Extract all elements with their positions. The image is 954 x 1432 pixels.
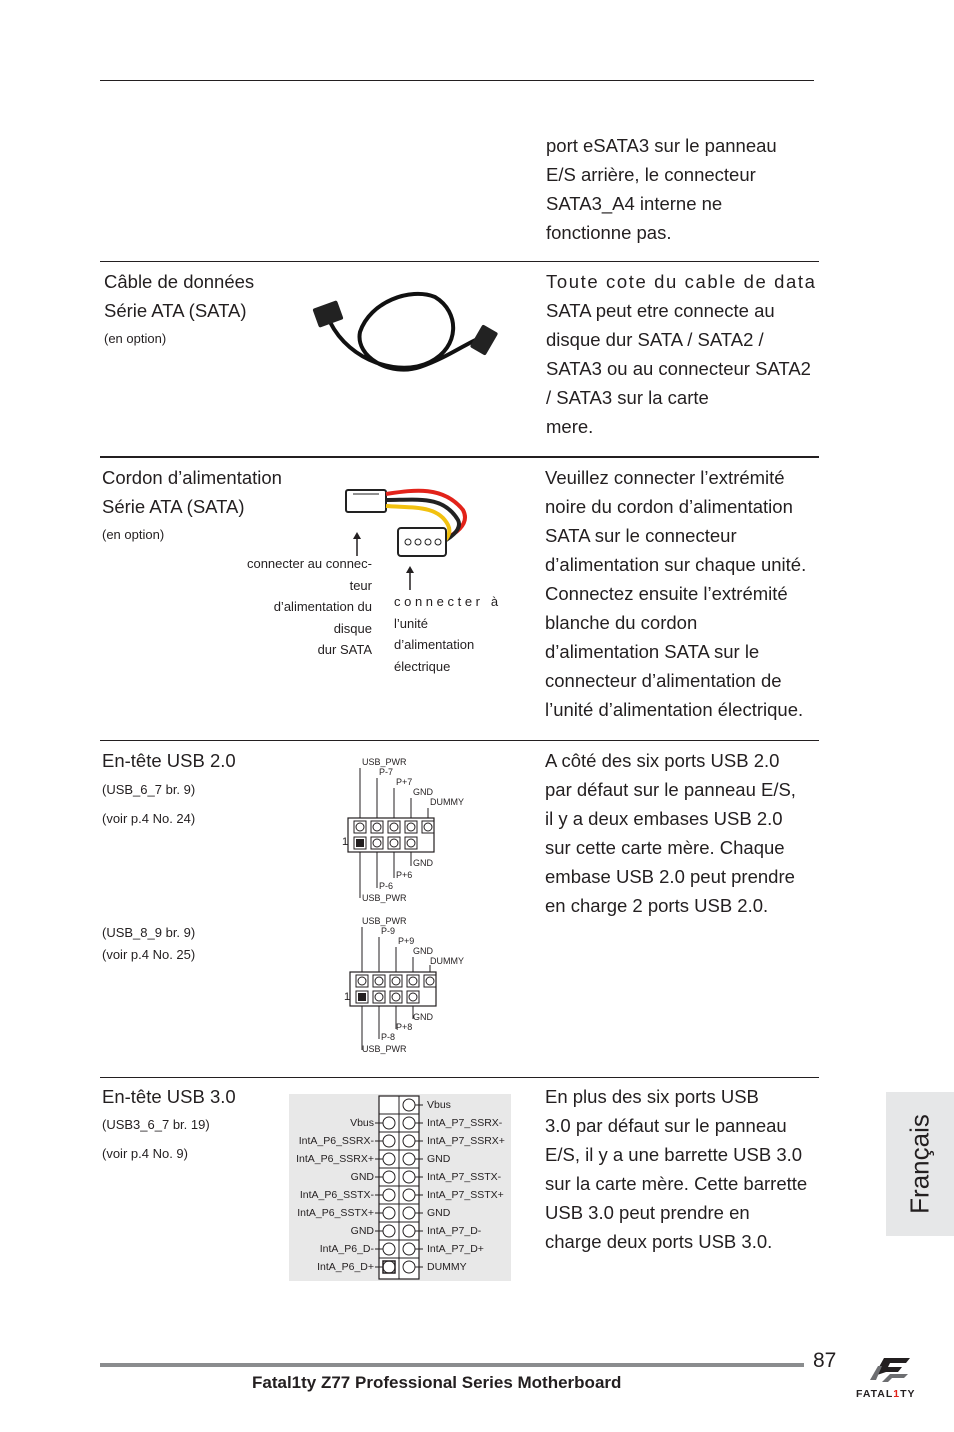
text-line: SATA sur le connecteur [545, 525, 737, 546]
pin-label: IntA_P6_SSRX+ [296, 1153, 374, 1165]
pin-label: Vbus [350, 1117, 374, 1129]
text-line: SATA3 ou au connecteur SATA2 [546, 358, 811, 379]
pin-label: USB_PWR [362, 757, 407, 767]
caption-line: l’unité [394, 615, 428, 631]
pin-label: GND [413, 946, 433, 956]
text-line: (voir p.4 No. 9) [102, 1146, 188, 1161]
caption-line: dur SATA [317, 642, 372, 657]
text-line: (voir p.4 No. 25) [102, 947, 196, 962]
pin1-marker: 1 [342, 836, 349, 848]
text-line: par défaut sur le panneau E/S, [545, 779, 796, 800]
sata-cable-desc [546, 267, 821, 441]
usb3-desc [545, 1082, 825, 1256]
pin-label: DUMMY [430, 956, 464, 966]
pin-label: IntA_P7_SSTX+ [427, 1189, 504, 1201]
text-line: fonctionne pas. [546, 222, 672, 243]
sata-power-desc [545, 463, 820, 724]
text-line: mere. [546, 416, 594, 437]
section-rule [100, 261, 819, 262]
usb2-header-diagram-2 [342, 915, 482, 1065]
sata-power-note: (en option) [102, 527, 165, 542]
text-line: embase USB 2.0 peut prendre [545, 866, 795, 887]
text-line: sur la carte mère. Cette barrette [545, 1173, 808, 1194]
fatal1ty-logo-text: FATAL1TY [856, 1388, 916, 1400]
pin-label: P+7 [396, 777, 413, 787]
caption-line: électrique [394, 658, 451, 674]
caption-line: teur [349, 577, 372, 593]
text-line: l’unité d’alimentation électrique. [545, 699, 804, 720]
pin1-marker: 1 [344, 991, 351, 1003]
sata-power-title [102, 463, 282, 521]
pin-label: IntA_P6_D+ [317, 1261, 374, 1273]
text-line: USB 3.0 peut prendre en [545, 1202, 750, 1223]
pin-label: IntA_P6_SSTX+ [297, 1207, 374, 1219]
pin-label: IntA_P6_D- [319, 1243, 374, 1255]
language-side-tab [886, 1092, 954, 1236]
text-line: E/S arrière, le connecteur [546, 164, 756, 185]
sata-power-left-caption [222, 553, 372, 661]
text-line: A côté des six ports USB 2.0 [545, 750, 780, 771]
pin-label: P-8 [381, 1032, 396, 1042]
pin-label: P+9 [398, 936, 415, 946]
pin-label: GND [427, 1207, 451, 1219]
section-rule [100, 1077, 819, 1078]
usb3-sub [102, 1110, 210, 1168]
caption-line: connecter au connec- [246, 556, 372, 571]
pin-label: P+8 [396, 1022, 413, 1032]
text-line: (voir p.4 No. 24) [102, 811, 196, 826]
text-line: Veuillez connecter l’extrémité [545, 467, 785, 488]
usb3-title: En-tête USB 3.0 [102, 1086, 236, 1107]
footer-title: Fatal1ty Z77 Professional Series Motherboard [252, 1373, 622, 1392]
arrow-up-icon [405, 566, 415, 590]
pin-label: USB_PWR [362, 916, 407, 926]
pin-label: IntA_P6_SSTX- [299, 1189, 374, 1201]
pin-label: GND [413, 787, 433, 797]
text-line: Toute cote du cable de data [546, 271, 817, 292]
text-line: SATA peut etre connecte au [546, 300, 775, 321]
usb2-sub2 [102, 922, 195, 966]
pin-label: IntA_P7_D- [427, 1225, 482, 1237]
title-line: Série ATA (SATA) [104, 300, 247, 321]
pin-label: IntA_P6_SSRX- [298, 1135, 374, 1147]
usb3-right-pins [427, 1096, 505, 1276]
pin-label: GND [350, 1171, 374, 1183]
text-line: (USB_6_7 br. 9) [102, 782, 196, 797]
pin-label: P-9 [381, 926, 396, 936]
caption-line: d’alimentation [394, 637, 475, 652]
pin-label: GND [413, 1012, 433, 1022]
pin-label: GND [427, 1153, 451, 1165]
pin-label: IntA_P7_SSRX- [427, 1117, 503, 1129]
fatal1ty-logo-mark [868, 1354, 912, 1384]
text-line: E/S, il y a une barrette USB 3.0 [545, 1144, 803, 1165]
text-line: blanche du cordon [545, 612, 698, 633]
text-line: SATA3_A4 interne ne [546, 193, 723, 214]
title-line: Cordon d’alimentation [102, 467, 282, 488]
section-rule [100, 456, 819, 458]
text-line: En plus des six ports USB [545, 1086, 759, 1107]
footer-rule [100, 1363, 804, 1367]
side-tab-label: Français [904, 1114, 935, 1214]
pin-label: USB_PWR [362, 893, 407, 903]
usb2-title: En-tête USB 2.0 [102, 750, 236, 771]
page-number: 87 [813, 1349, 837, 1372]
top-rule [100, 80, 814, 81]
sata-cable-note: (en option) [104, 331, 167, 346]
pin-label: GND [413, 858, 433, 868]
pin-label: DUMMY [430, 797, 464, 807]
text-line: en charge 2 ports USB 2.0. [545, 895, 769, 916]
text-line: / SATA3 sur la carte [546, 387, 709, 408]
usb2-desc [545, 746, 820, 920]
pin-label: Vbus [427, 1099, 451, 1111]
pin-label: P-7 [379, 767, 394, 777]
text-line: d’alimentation sur chaque unité. [545, 554, 807, 575]
fatal1ty-logo [850, 1354, 932, 1406]
title-line: Série ATA (SATA) [102, 496, 245, 517]
usb2-sub1 [102, 775, 195, 833]
text-line: 3.0 par défaut sur le panneau [545, 1115, 787, 1136]
text-line: (USB_8_9 br. 9) [102, 925, 196, 940]
pin-label: USB_PWR [362, 1044, 407, 1054]
text-line: noire du cordon d’alimentation [545, 496, 793, 517]
text-line: port eSATA3 sur le panneau [546, 135, 777, 156]
text-line: connecteur d’alimentation de [545, 670, 782, 691]
title-line: Câble de données [104, 271, 255, 292]
pin-label: DUMMY [427, 1261, 467, 1273]
text-line: d’alimentation SATA sur le [545, 641, 760, 662]
usb3-left-pins [296, 1114, 374, 1276]
caption-line: d’alimentation du [273, 599, 372, 614]
section-rule [100, 740, 819, 741]
caption-line: c o n n e c t e r à [394, 594, 499, 609]
caption-line: disque [333, 620, 372, 636]
text-line: sur cette carte mère. Chaque [545, 837, 785, 858]
pin-label: IntA_P7_SSTX- [427, 1171, 502, 1183]
text-line: il y a deux embases USB 2.0 [545, 808, 783, 829]
sata-cable-title [104, 267, 254, 325]
text-line: disque dur SATA / SATA2 / [546, 329, 764, 350]
sata-power-right-caption [394, 591, 514, 677]
pin-label: GND [350, 1225, 374, 1237]
pin-label: IntA_P7_SSRX+ [427, 1135, 505, 1147]
pin-label: P-6 [379, 881, 394, 891]
usb3-header-diagram [289, 1094, 511, 1281]
sata-cable-image [310, 282, 510, 382]
intro-text [546, 131, 816, 247]
usb2-header-diagram-1 [340, 756, 480, 906]
pin-label: IntA_P7_D+ [427, 1243, 484, 1255]
text-line: charge deux ports USB 3.0. [545, 1231, 773, 1252]
pin-label: P+6 [396, 870, 413, 880]
text-line: (USB3_6_7 br. 19) [102, 1117, 210, 1132]
text-line: Connectez ensuite l’extrémité [545, 583, 788, 604]
